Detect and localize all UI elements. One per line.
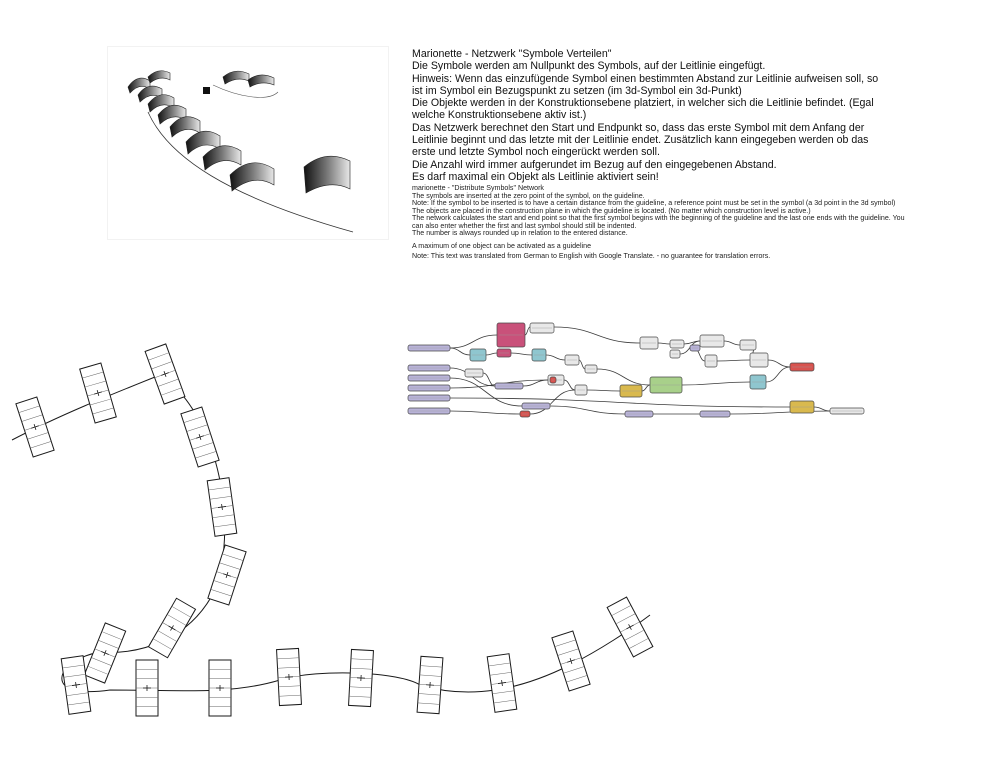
english-line: The network calculates the start and end point so that the first symbol begins with the beginning of the guideline and the last one ends with the guideline. You can also enter whether the first and last symbol should still be indented.: [412, 214, 905, 230]
english-title: marionette - "Distribute Symbols" Network: [412, 184, 544, 192]
symbol: [136, 660, 158, 716]
symbol: [417, 656, 443, 713]
symbol: [148, 598, 195, 657]
german-title: Marionette - Netzwerk "Symbole Verteilen": [412, 48, 612, 60]
english-description: [412, 185, 912, 261]
english-line: Note: If the symbol to be inserted is to have a certain distance from the guideline, a reference point must be set in the symbol (a 3d point in the 3d symbol): [412, 199, 896, 207]
symbol: [84, 623, 125, 683]
symbol: [16, 397, 54, 457]
symbol: [207, 478, 237, 537]
symbol: [208, 545, 246, 605]
german-description: [412, 48, 887, 183]
symbol: [181, 407, 219, 467]
symbol: [607, 597, 653, 657]
german-line: Das Netzwerk berechnet den Start und Endpunkt so, dass das erste Symbol mit dem Anfang der Leitlinie beginnt und das letzte mit der Leitlinie endet. Zusätzlich kann eingegeben werden ob das erste und letzte Symbol noch eingerückt werden soll.: [412, 121, 869, 159]
guideline-note: A maximum of one object can be activated as a guideline: [412, 241, 592, 250]
english-line: The objects are placed in the construction plane in which the guideline is located. (No matter which construction level is active.): [412, 206, 811, 215]
symbol: [80, 363, 117, 423]
symbol: [487, 654, 517, 713]
preview-render: [108, 47, 388, 239]
german-line: Hinweis: Wenn das einzufügende Symbol einen bestimmten Abstand zur Leitlinie aufweisen soll, so ist im Symbol ein Bezugspunkt zu setzen (im 3d-Symbol ein 3d-Punkt): [412, 72, 879, 97]
symbol: [209, 660, 231, 716]
german-line: Die Objekte werden in der Konstruktionsebene platziert, in welcher sich die Leitlinie befindet. (Egal welche Konstruktionsebene aktiv ist.): [412, 97, 874, 122]
symbol: [552, 631, 590, 691]
german-line: Die Anzahl wird immer aufgerundet im Bezug auf den eingegebenen Abstand.: [412, 158, 777, 171]
arch-render-svg: [108, 47, 388, 239]
plan-drawing: [0, 280, 1000, 779]
english-line: The number is always rounded up in relation to the entered distance.: [412, 229, 628, 237]
english-line: The symbols are inserted at the zero point of the symbol, on the guideline.: [412, 191, 645, 200]
german-line: Die Symbole werden am Nullpunkt des Symbols, auf der Leitlinie eingefügt.: [412, 60, 766, 73]
distributed-symbols: [16, 344, 653, 716]
translation-note: Note: This text was translated from German to English with Google Translate. - no guarantee for translation errors.: [412, 252, 771, 260]
symbol: [145, 344, 185, 404]
symbol: [277, 648, 302, 705]
symbol: [349, 649, 374, 706]
symbol: [61, 656, 91, 715]
german-line: Es darf maximal ein Objekt als Leitlinie aktiviert sein!: [412, 170, 659, 183]
